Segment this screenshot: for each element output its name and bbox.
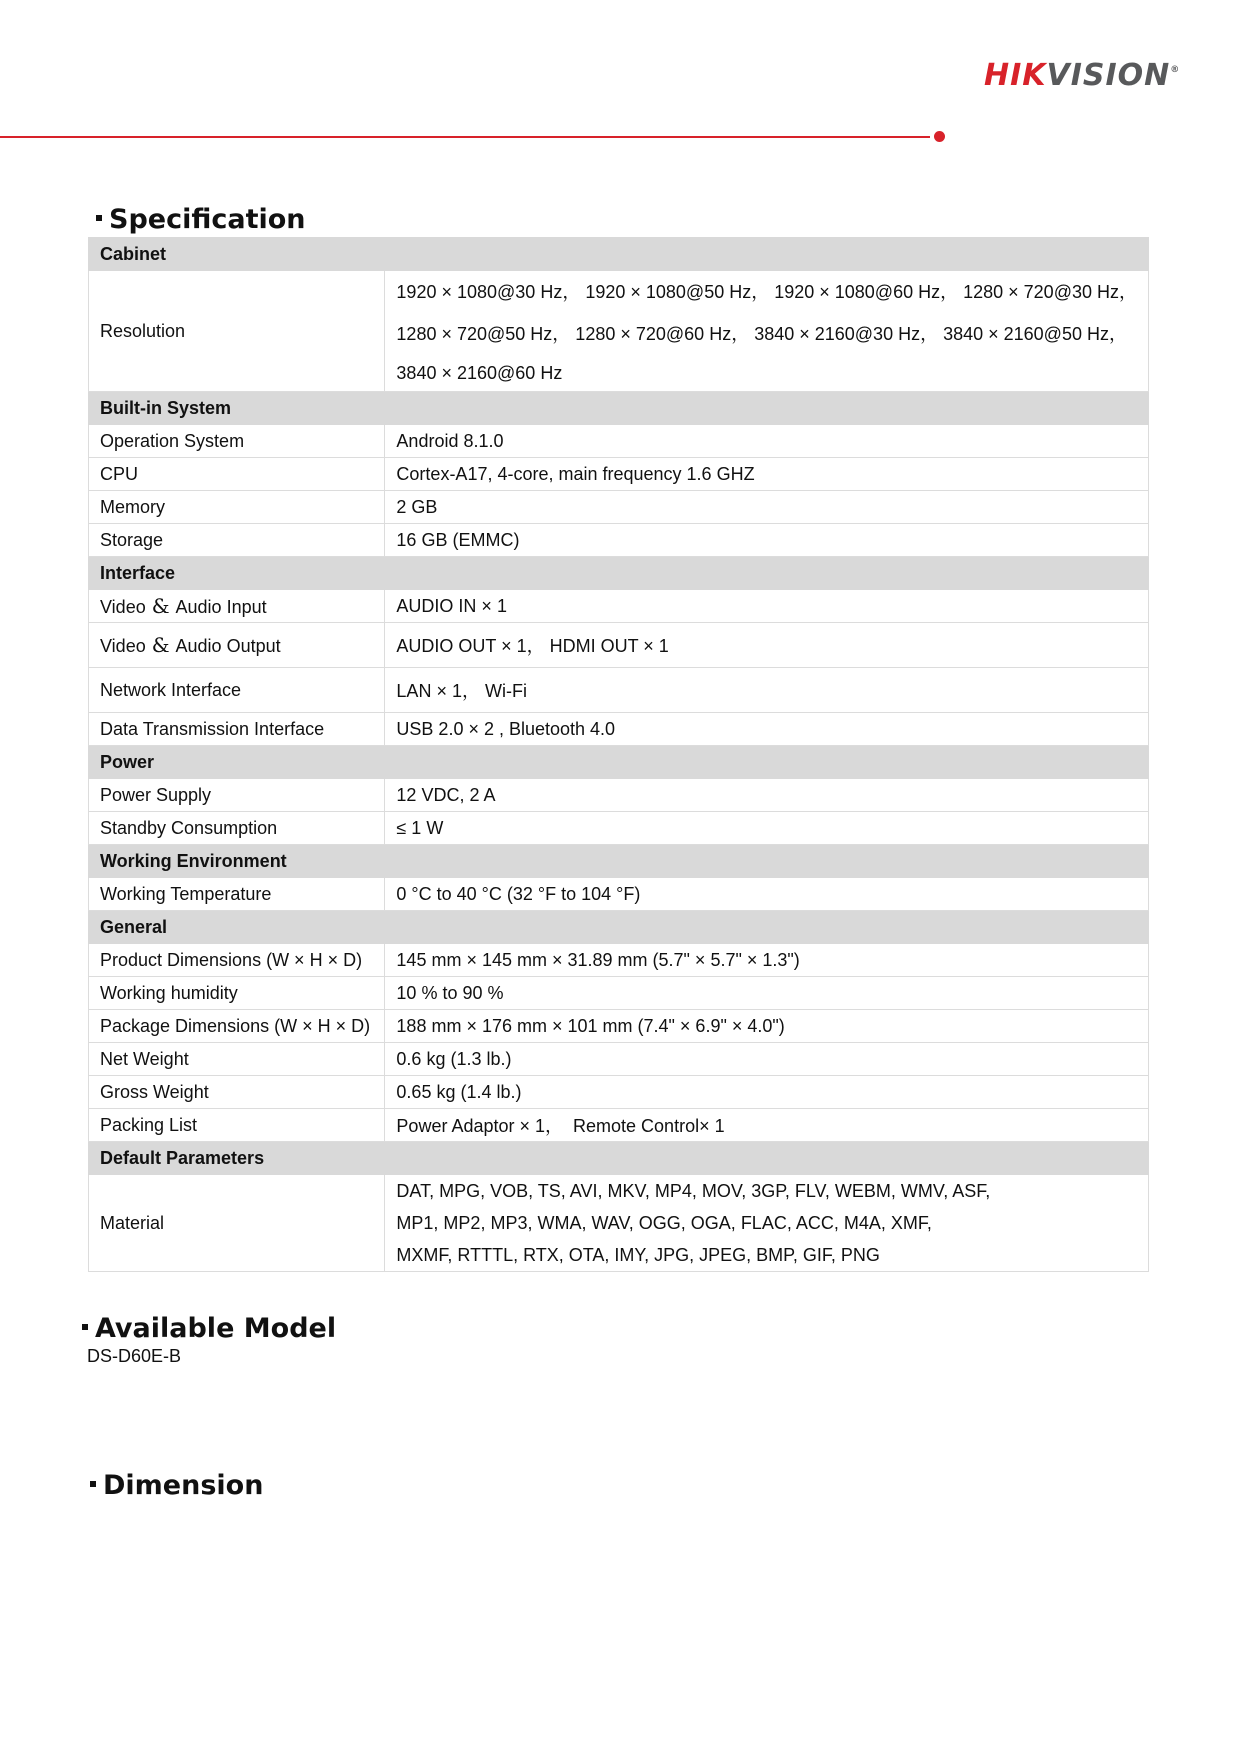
row-label-material: Material <box>89 1175 385 1272</box>
row-label-audio-input <box>89 590 385 623</box>
row-label: Package Dimensions (W × H × D) <box>89 1010 385 1043</box>
logo-registered-mark: ® <box>1170 65 1181 75</box>
row-label: Storage <box>89 524 385 557</box>
resolution-line: 1920 × 1080@30 Hz， 1920 × 1080@50 Hz， 1920 × 1080@60 Hz， 1280 × 720@30 Hz， <box>396 282 1137 302</box>
specification-title-text: Specification <box>109 204 306 235</box>
table-row <box>89 458 1149 491</box>
group-title: Working Environment <box>89 845 1149 878</box>
resolution-line: 3840 × 2160@60 Hz <box>396 363 563 383</box>
ampersand: & <box>151 594 170 618</box>
row-label: Network Interface <box>89 668 385 713</box>
row-value: 16 GB (EMMC) <box>385 524 1149 557</box>
row-label-audio-output <box>89 623 385 668</box>
resolution-line: 1280 × 720@50 Hz， 1280 × 720@60 Hz， 3840 × 2160@30 Hz， 3840 × 2160@50 Hz， <box>396 324 1127 344</box>
row-label: Operation System <box>89 425 385 458</box>
square-bullet-icon <box>82 1324 88 1330</box>
table-row <box>89 1043 1149 1076</box>
row-label: Power Supply <box>89 779 385 812</box>
table-row <box>89 491 1149 524</box>
group-title: Cabinet <box>89 238 1149 271</box>
group-title: Default Parameters <box>89 1142 1149 1175</box>
row-value: 0.6 kg (1.3 lb.) <box>385 1043 1149 1076</box>
group-power <box>89 746 1149 779</box>
group-general <box>89 911 1149 944</box>
table-row <box>89 1010 1149 1043</box>
row-value: ≤ 1 W <box>385 812 1149 845</box>
logo-hik: HIK <box>984 58 1047 93</box>
group-title: Interface <box>89 557 1149 590</box>
material-line: MXMF, RTTTL, RTX, OTA, IMY, JPG, JPEG, BMP, GIF, PNG <box>396 1245 880 1265</box>
table-row <box>89 425 1149 458</box>
table-row <box>89 1175 1149 1272</box>
group-interface <box>89 557 1149 590</box>
group-working-environment <box>89 845 1149 878</box>
group-cabinet <box>89 238 1149 271</box>
dimension-title <box>90 1470 263 1501</box>
square-bullet-icon <box>96 215 102 221</box>
header-rule-dot <box>934 131 945 142</box>
table-row <box>89 668 1149 713</box>
model-number: DS-D60E-B <box>87 1346 182 1366</box>
row-value: 145 mm × 145 mm × 31.89 mm (5.7" × 5.7" × 1.3") <box>385 944 1149 977</box>
material-line: MP1, MP2, MP3, WMA, WAV, OGG, OGA, FLAC, ACC, M4A, XMF, <box>396 1213 932 1233</box>
table-row <box>89 271 1149 392</box>
group-title: Power <box>89 746 1149 779</box>
table-row <box>89 623 1149 668</box>
group-built-in-system <box>89 392 1149 425</box>
row-label: Packing List <box>89 1109 385 1142</box>
row-label: Standby Consumption <box>89 812 385 845</box>
row-label: Memory <box>89 491 385 524</box>
table-row <box>89 590 1149 623</box>
dimension-title-text: Dimension <box>103 1470 264 1501</box>
logo-vision: VISION <box>1046 58 1171 93</box>
available-model-title-text: Available Model <box>95 1313 337 1344</box>
row-label: Working humidity <box>89 977 385 1010</box>
row-value: 0 °C to 40 °C (32 °F to 104 °F) <box>385 878 1149 911</box>
row-value: LAN × 1， Wi-Fi <box>385 668 1149 713</box>
header-rule <box>0 136 930 138</box>
row-label-resolution: Resolution <box>89 271 385 392</box>
group-title: Built-in System <box>89 392 1149 425</box>
table-row <box>89 524 1149 557</box>
row-label: Data Transmission Interface <box>89 713 385 746</box>
row-label: Net Weight <box>89 1043 385 1076</box>
row-value: 12 VDC, 2 A <box>385 779 1149 812</box>
row-value: Power Adaptor × 1， Remote Control× 1 <box>385 1109 1149 1142</box>
group-default-parameters <box>89 1142 1149 1175</box>
row-value: Android 8.1.0 <box>385 425 1149 458</box>
material-line: DAT, MPG, VOB, TS, AVI, MKV, MP4, MOV, 3GP, FLV, WEBM, WMV, ASF, <box>396 1181 991 1201</box>
table-row <box>89 1076 1149 1109</box>
table-row <box>89 1109 1149 1142</box>
video-word: Video <box>100 597 146 617</box>
audio-output-word: Audio Output <box>175 636 281 656</box>
specification-title <box>96 204 306 235</box>
row-value: 2 GB <box>385 491 1149 524</box>
table-row <box>89 812 1149 845</box>
row-value: USB 2.0 × 2 , Bluetooth 4.0 <box>385 713 1149 746</box>
group-title: General <box>89 911 1149 944</box>
ampersand: & <box>151 633 170 657</box>
row-value-resolution <box>385 271 1149 392</box>
row-label: Product Dimensions (W × H × D) <box>89 944 385 977</box>
table-row <box>89 878 1149 911</box>
row-value: AUDIO IN × 1 <box>385 590 1149 623</box>
specification-table <box>88 237 1149 1272</box>
table-row <box>89 779 1149 812</box>
row-value-material <box>385 1175 1149 1272</box>
available-model-title <box>82 1313 336 1344</box>
row-value: 0.65 kg (1.4 lb.) <box>385 1076 1149 1109</box>
hikvision-logo <box>984 56 1184 96</box>
audio-input-word: Audio Input <box>175 597 267 617</box>
row-label: CPU <box>89 458 385 491</box>
row-label: Working Temperature <box>89 878 385 911</box>
row-value: 10 % to 90 % <box>385 977 1149 1010</box>
square-bullet-icon <box>90 1481 96 1487</box>
table-row <box>89 713 1149 746</box>
table-row <box>89 944 1149 977</box>
row-value: Cortex-A17, 4-core, main frequency 1.6 GHZ <box>385 458 1149 491</box>
table-row <box>89 977 1149 1010</box>
video-word: Video <box>100 636 146 656</box>
row-value: 188 mm × 176 mm × 101 mm (7.4" × 6.9" × 4.0") <box>385 1010 1149 1043</box>
row-value: AUDIO OUT × 1， HDMI OUT × 1 <box>385 623 1149 668</box>
row-label: Gross Weight <box>89 1076 385 1109</box>
